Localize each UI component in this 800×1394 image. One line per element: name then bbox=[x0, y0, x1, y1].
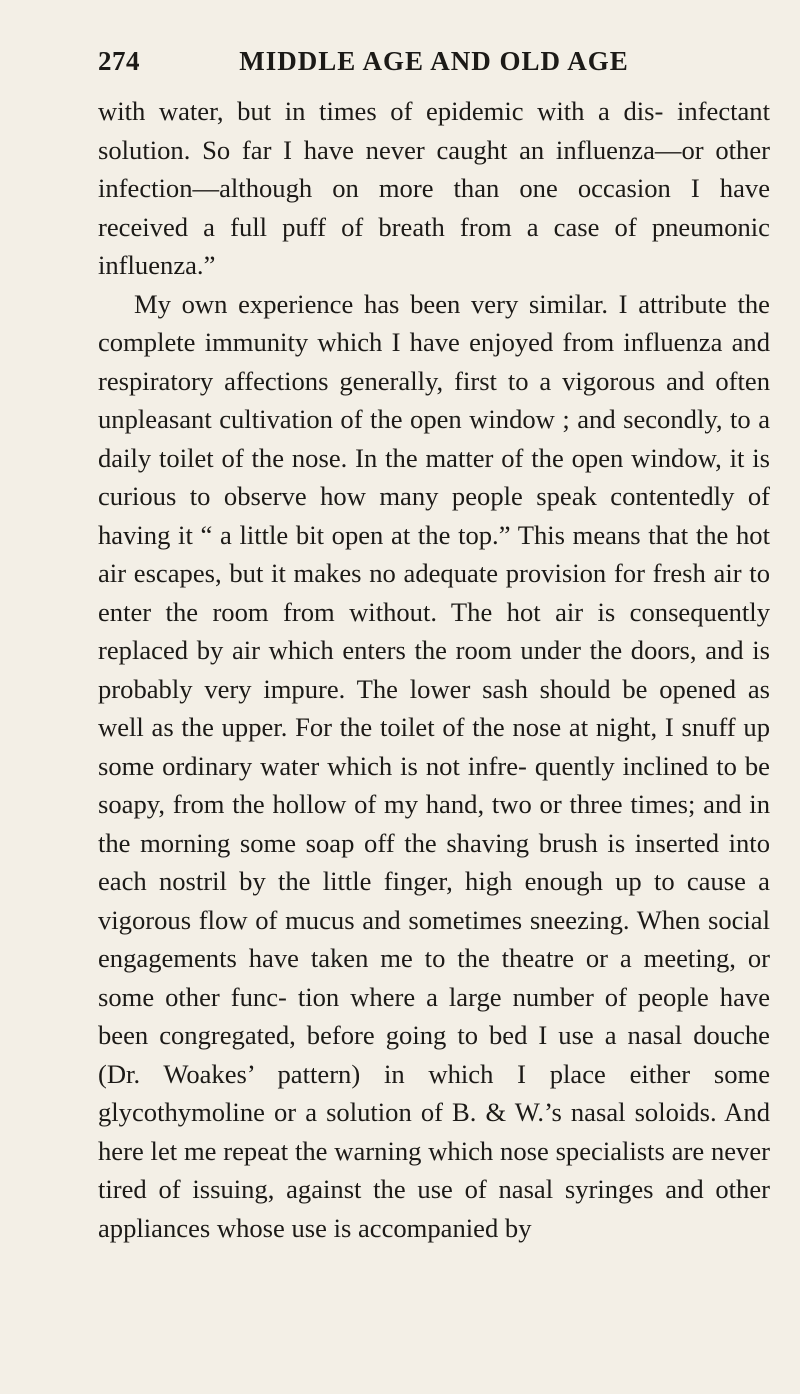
running-head bbox=[98, 40, 770, 88]
paragraph-continued: with water, but in times of epidemic with a dis- infectant solution. So far I have never caught an influenza—or other infection—although on more than one occasion I have received a full puff of breath from a case of pneumonic influenza.” bbox=[98, 96, 770, 280]
body-text bbox=[98, 92, 770, 1247]
page-number: 274 bbox=[98, 46, 140, 76]
paragraph: My own experience has been very similar. I attribute the complete immunity which I have enjoyed from influenza and respiratory affections generally, first to a vigorous and often unpleasant cultivation of the open window ; and secondly, to a daily toilet of the nose. In the matter of the open window, it is curious to observe how many people speak contentedly of having it “ a little bit open at the top.” This means that the hot air escapes, but it makes no adequate provision for fresh air to enter the room from without. The hot air is consequently replaced by air which enters the room under the doors, and is probably very impure. The lower sash should be opened as well as the upper. For the toilet of the nose at night, I snuff up some ordinary water which is not infre- quently inclined to be soapy, from the hollow of my hand, two or three times; and in the morning some soap off the shaving brush is inserted into each nostril by the little finger, high enough up to cause a vigorous flow of mucus and sometimes sneezing. When social engagements have taken me to the theatre or a meeting, or some other func- tion where a large number of people have been congregated, before going to bed I use a nasal douche (Dr. Woakes’ pattern) in which I place either some glycothymoline or a solution of B. & W.’s nasal soloids. And here let me repeat the warning which nose specialists are never tired of issuing, against the use of nasal syringes and other appliances whose use is accompanied by bbox=[98, 288, 770, 1243]
running-title: MIDDLE AGE AND OLD AGE bbox=[239, 46, 629, 76]
